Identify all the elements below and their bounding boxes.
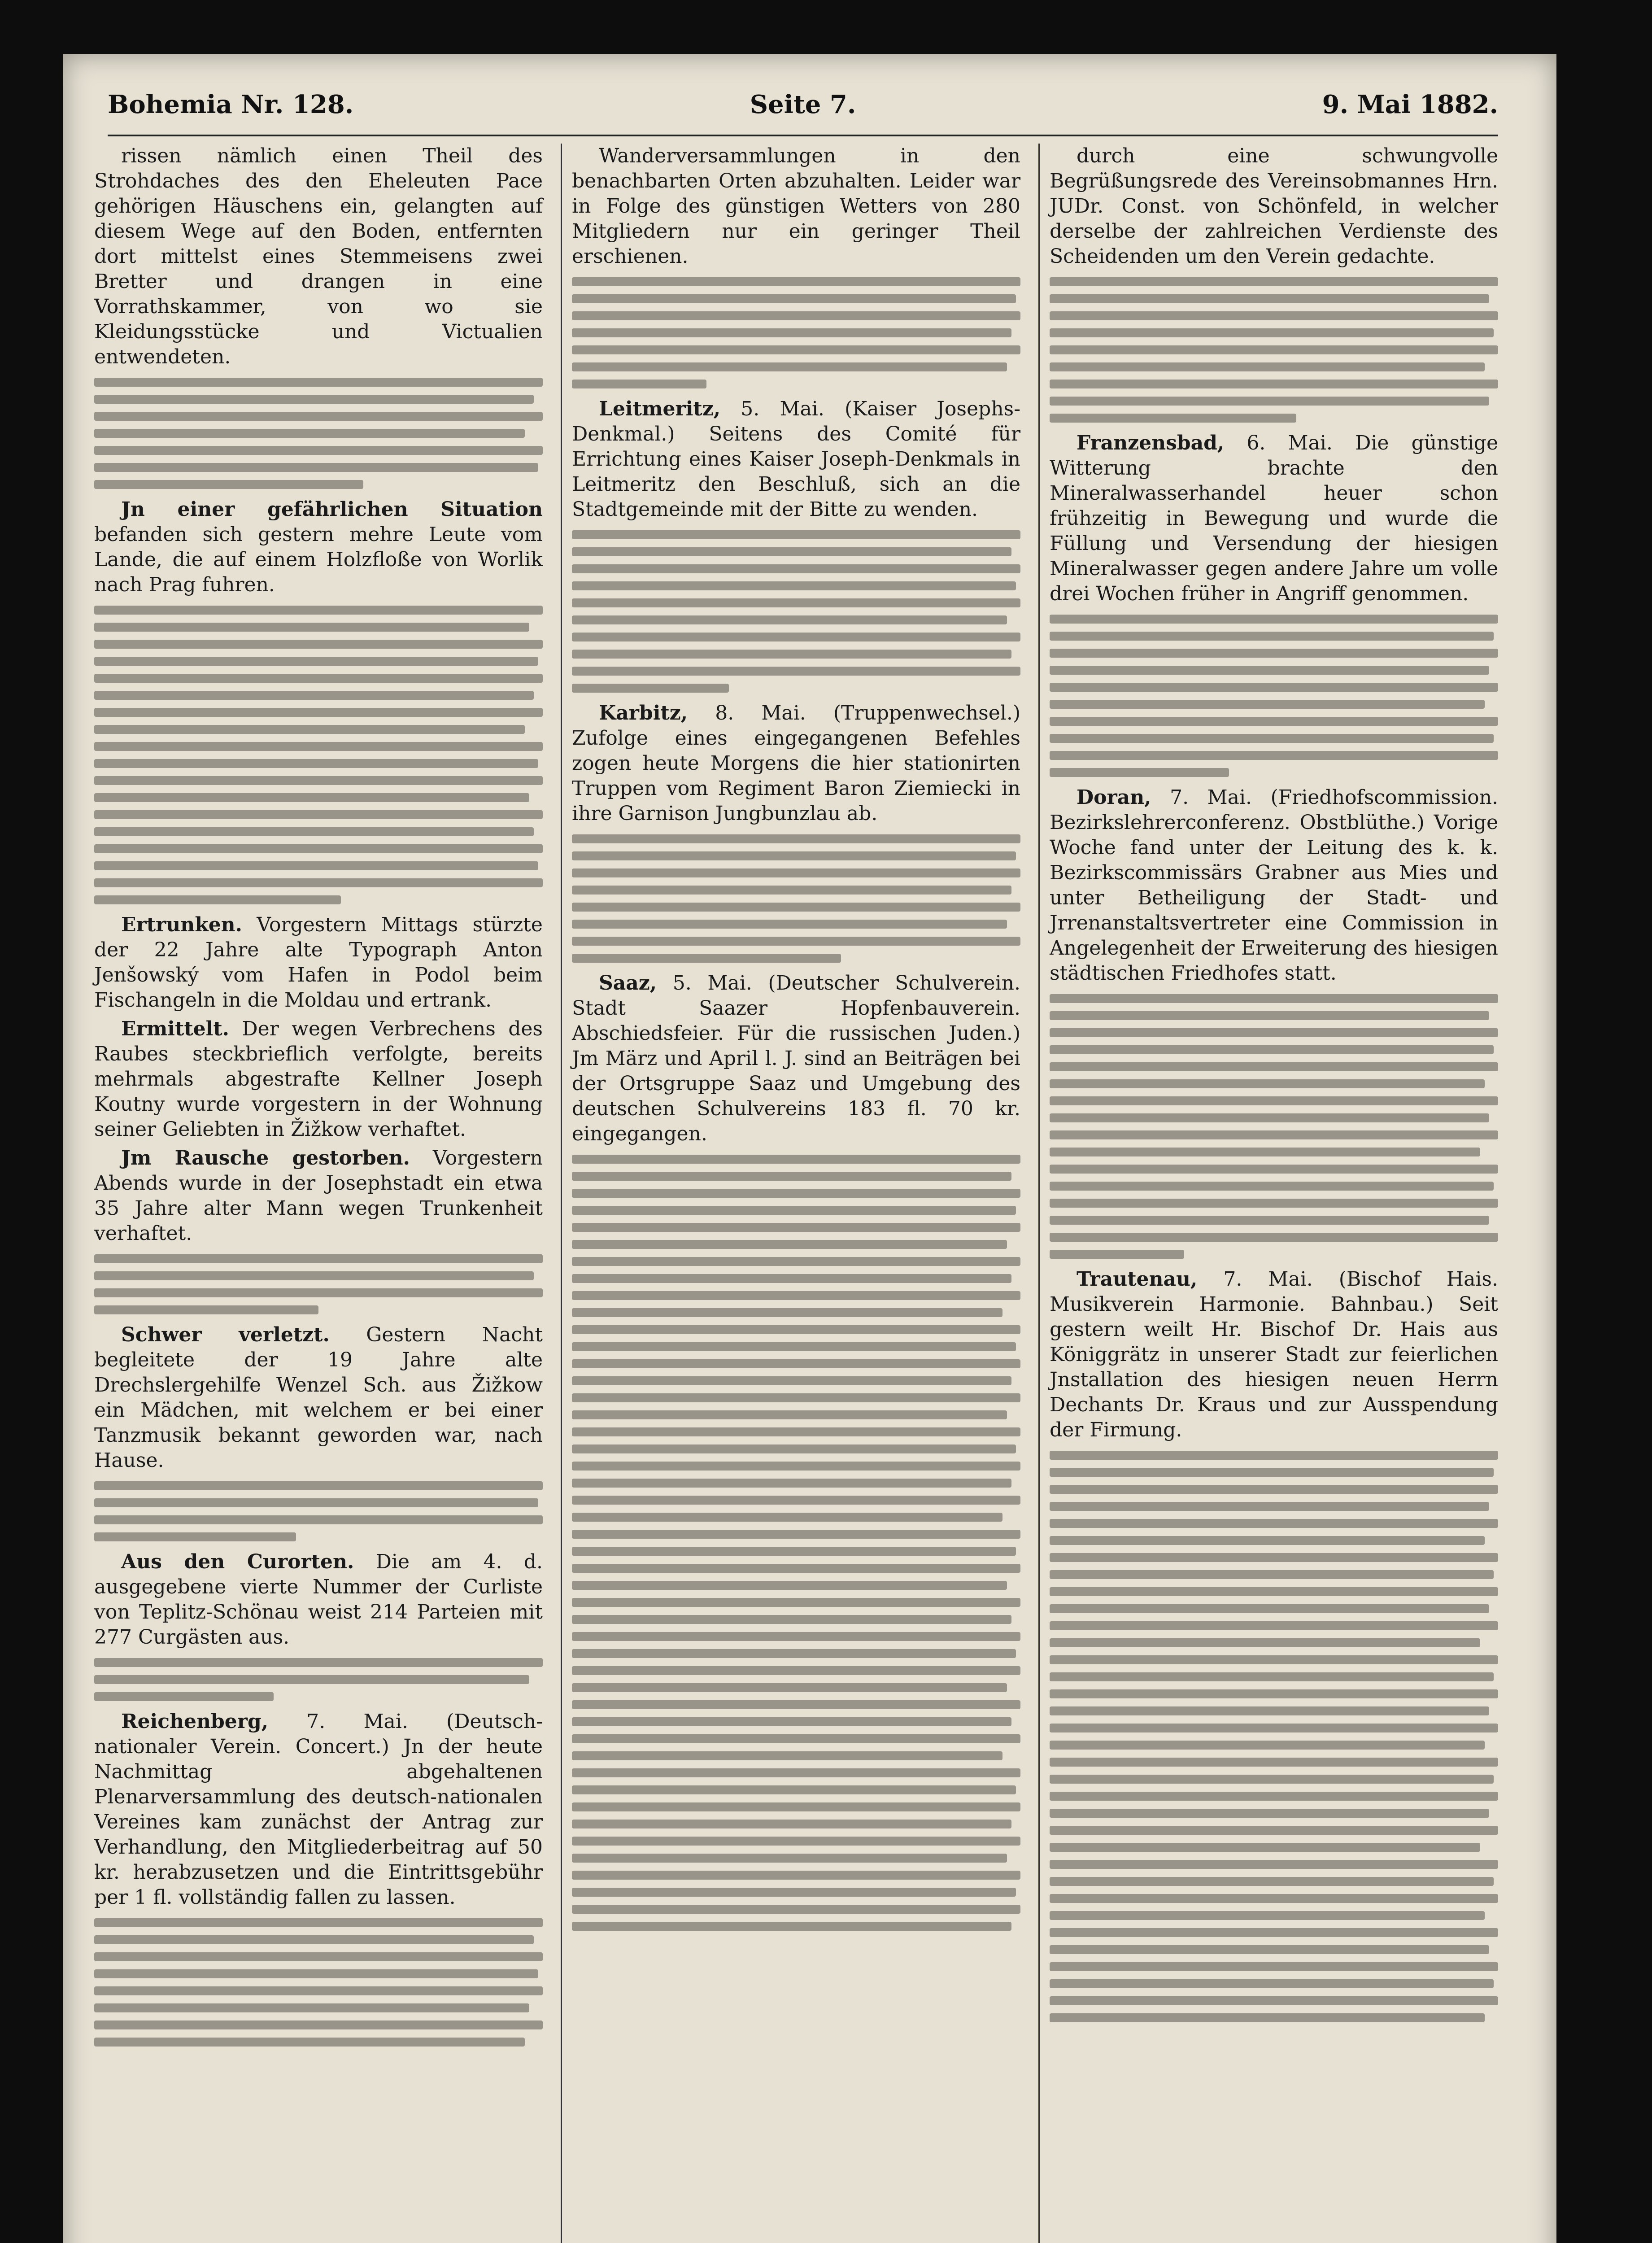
issue-date: 9. Mai 1882.: [1322, 90, 1498, 119]
newspaper-page: [63, 54, 1556, 2243]
text-block-placeholder: [94, 378, 543, 489]
article-heading: Jn einer gefährlichen Situation: [121, 498, 543, 521]
text-block-placeholder: [94, 1481, 543, 1541]
article-heading: Aus den Curorten.: [121, 1550, 354, 1573]
column-divider: [561, 144, 562, 2243]
article-heading: Karbitz,: [599, 702, 688, 724]
article-heading: Franzensbad,: [1077, 432, 1225, 454]
article-paragraph: durch eine schwungvolle Begrüßungsrede des Vereinsobmannes Hrn. JUDr. Const. von Schönfeld, in welcher derselbe der zahlreichen Verdienste des Scheidenden um den Verein gedachte.: [1050, 144, 1498, 268]
article-paragraph: Franzensbad, 6. Mai. Die günstige Witterung brachte den Mineralwasserhandel heuer schon frühzeitig in Bewegung und wurde die Füllung und Versendung der hiesigen Mineralwasser gegen andere Jahre um volle drei Wochen früher in Angriff genommen.: [1050, 432, 1498, 605]
article-paragraph: Ermittelt. Der wegen Verbrechens des Raubes steckbrieflich verfolgte, bereits mehrmals abgestrafte Kellner Joseph Koutny wurde vorgestern in der Wohnung seiner Geliebten in Žižkow verhaftet.: [94, 1017, 543, 1141]
text-block-placeholder: [94, 1658, 543, 1701]
text-block-placeholder: [94, 606, 543, 904]
article-paragraph: Saaz, 5. Mai. (Deutscher Schulverein. Stadt Saazer Hopfenbauverein. Abschiedsfeier. Für die russischen Juden.) Jm März und April l. J. sind an Beiträgen bei der Ortsgruppe Saaz und Umgebung des deutschen Schulvereins 183 fl. 70 kr. eingegangen.: [572, 972, 1020, 1145]
article-paragraph: Leitmeritz, 5. Mai. (Kaiser Josephs-Denkmal.) Seitens des Comité für Errichtung eines Kaiser Joseph-Denkmals in Leitmeritz den Beschluß, sich an die Stadtgemeinde mit der Bitte zu wenden.: [572, 397, 1020, 521]
issue-label: Bohemia Nr. 128.: [108, 90, 354, 119]
page-number: Seite 7.: [750, 90, 856, 119]
article-heading: Doran,: [1077, 786, 1151, 809]
article-paragraph: Wanderversammlungen in den benachbarten Orten abzuhalten. Leider war in Folge des günstigen Wetters von 280 Mitgliedern nur ein geringer Theil erschienen.: [572, 144, 1020, 268]
text-block-placeholder: [572, 530, 1020, 693]
article-paragraph: rissen nämlich einen Theil des Strohdaches des den Eheleuten Pace gehörigen Häuschens ein, gelangten auf diesem Wege auf den Boden, entfernten dort mittelst eines Stemmeisens zwei Bretter und drangen in eine Vorrathskammer, von wo sie Kleidungsstücke und Victualien entwendeten.: [94, 144, 543, 368]
article-heading: Leitmeritz,: [599, 397, 721, 420]
text-block-placeholder: [1050, 615, 1498, 777]
header-rule: [108, 135, 1498, 136]
text-block-placeholder: [1050, 277, 1498, 423]
article-paragraph: Doran, 7. Mai. (Friedhofscommission. Bezirkslehrerconferenz. Obstblüthe.) Vorige Woche fand unter der Leitung des k. k. Bezirkscommissärs Grabner aus Mies und unter Betheiligung der Stadt- und Jrrenanstaltsvertreter eine Commission in Angelegenheit der Erweiterung des hiesigen städtischen Friedhofes statt.: [1050, 786, 1498, 985]
text-block-placeholder: [1050, 1451, 1498, 2022]
column-divider: [1038, 144, 1040, 2243]
article-paragraph: Reichenberg, 7. Mai. (Deutsch-nationaler Verein. Concert.) Jn der heute Nachmittag abgehaltenen Plenarversammlung des deutsch-nationalen Vereines kam zunächst der Antrag zur Verhandlung, den Mitgliederbeitrag auf 50 kr. herabzusetzen und die Eintrittsgebühr per 1 fl. vollständig fallen zu lassen.: [94, 1710, 543, 1909]
article-heading: Reichenberg,: [121, 1710, 269, 1733]
article-heading: Ertrunken.: [121, 913, 242, 936]
article-paragraph: Ertrunken. Vorgestern Mittags stürzte der 22 Jahre alte Typograph Anton Jenšowský vom Hafen in Podol beim Fischangeln in die Moldau und ertrank.: [94, 913, 543, 1012]
article-paragraph: Jm Rausche gestorben. Vorgestern Abends wurde in der Josephstadt ein etwa 35 Jahre alter Mann wegen Trunkenheit verhaftet.: [94, 1147, 543, 1245]
text-block-placeholder: [572, 834, 1020, 963]
article-paragraph: Trautenau, 7. Mai. (Bischof Hais. Musikverein Harmonie. Bahnbau.) Seit gestern weilt Hr. Bischof Dr. Hais aus Königgrätz in unserer Stadt zur feierlichen Jnstallation des hiesigen neuen Herrn Dechants Dr. Kraus und zur Ausspendung der Firmung.: [1050, 1268, 1498, 1441]
article-heading: Ermittelt.: [121, 1017, 229, 1040]
text-block-placeholder: [572, 1155, 1020, 1931]
article-paragraph: Karbitz, 8. Mai. (Truppenwechsel.) Zufolge eines eingegangenen Befehles zogen heute Morgens die hier stationirten Truppen vom Regiment Baron Ziemiecki in ihre Garnison Jungbunzlau ab.: [572, 702, 1020, 825]
page-header: [108, 81, 1498, 130]
column-2: [572, 144, 1020, 2243]
article-heading: Saaz,: [599, 972, 657, 995]
article-paragraph: Schwer verletzt. Gestern Nacht begleitete der 19 Jahre alte Drechslergehilfe Wenzel Sch. aus Žižkow ein Mädchen, mit welchem er bei einer Tanzmusik bekannt geworden war, nach Hause.: [94, 1323, 543, 1472]
text-block-placeholder: [1050, 994, 1498, 1259]
text-block-placeholder: [572, 277, 1020, 388]
column-3: [1050, 144, 1498, 2243]
column-1: [94, 144, 543, 2243]
article-heading: Schwer verletzt.: [121, 1323, 330, 1346]
text-block-placeholder: [94, 1918, 543, 2047]
article-heading: Jm Rausche gestorben.: [121, 1147, 410, 1170]
article-paragraph: Jn einer gefährlichen Situation befanden sich gestern mehre Leute vom Lande, die auf einem Holzfloße von Worlik nach Prag fuhren.: [94, 498, 543, 596]
article-heading: Trautenau,: [1077, 1268, 1198, 1291]
article-paragraph: Aus den Curorten. Die am 4. d. ausgegebene vierte Nummer der Curliste von Teplitz-Schönau weist 214 Parteien mit 277 Curgästen aus.: [94, 1550, 543, 1649]
text-block-placeholder: [94, 1254, 543, 1314]
